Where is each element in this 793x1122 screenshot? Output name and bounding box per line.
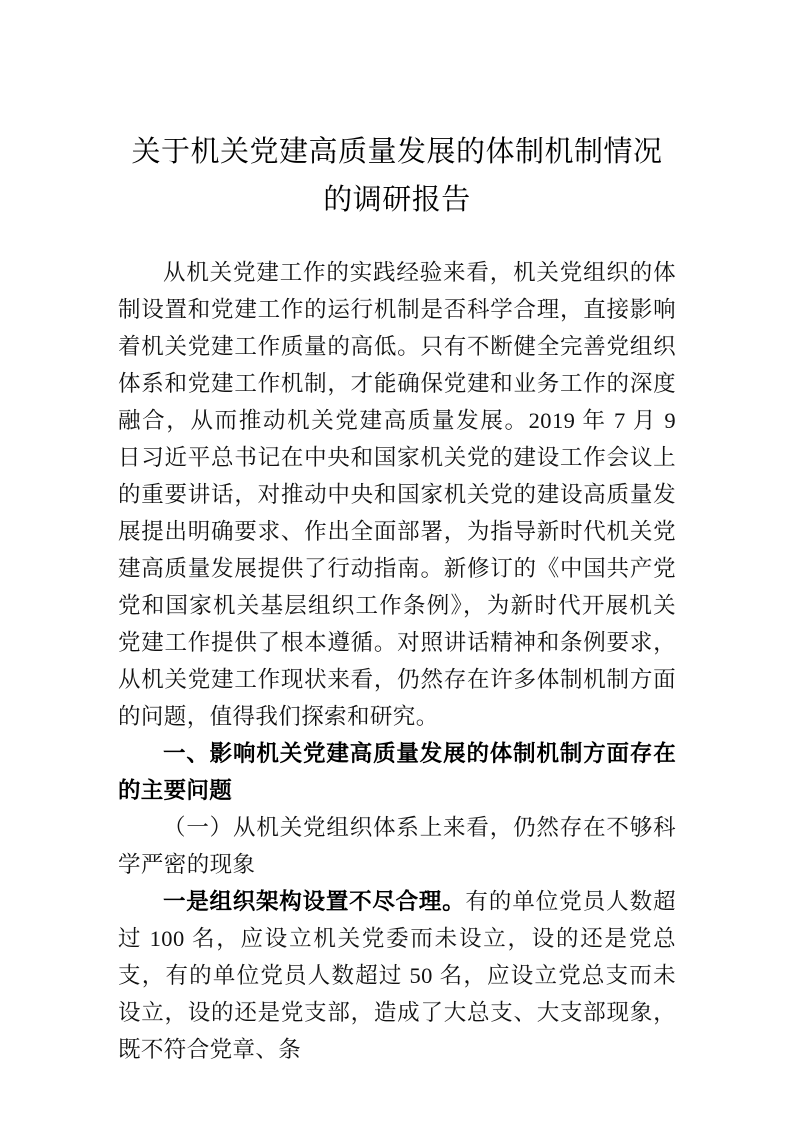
page-title [118,0,676,224]
title-line-1: 关于机关党建高质量发展的体制机制情况 [131,136,663,168]
point-one-paragraph [118,883,676,1068]
page-content [118,0,676,1068]
point-one-body: 有的单位党员人数超过 100 名，应设立机关党委而未设立，设的还是党总支，有的单位党员人数超过 50 名，应设立党总支而未设立，设的还是党支部，造成了大总支、大支部现象，既不符合党章、条 [118,889,676,1062]
intro-paragraph: 从机关党建工作的实践经验来看，机关党组织的体制设置和党建工作的运行机制是否科学合理，直接影响着机关党建工作质量的高低。只有不断健全完善党组织体系和党建工作机制，才能确保党建和业务工作的深度融合，从而推动机关党建高质量发展。2019 年 7 月 9 日习近平总书记在中央和国家机关党的建设工作会议上的重要讲话，对推动中央和国家机关党的建设高质量发展提出明确要求、作出全面部署，为指导新时代机关党建高质量发展提供了行动指南。新修订的《中国共产党党和国家机关基层组织工作条例》，为新时代开展机关党建工作提供了根本遵循。对照讲话精神和条例要求，从机关党建工作现状来看，仍然存在许多体制机制方面的问题，值得我们探索和研究。 [118,260,676,729]
title-line-2: 的调研报告 [323,184,471,216]
section-heading-1: 一、影响机关党建高质量发展的体制机制方面存在的主要问题 [118,741,676,803]
document-body [118,224,676,1068]
subsection-heading-1: （一）从机关党组织体系上来看，仍然存在不够科学严密的现象 [118,815,676,877]
point-one-lead: 一是组织架构设置不尽合理。 [163,889,466,914]
